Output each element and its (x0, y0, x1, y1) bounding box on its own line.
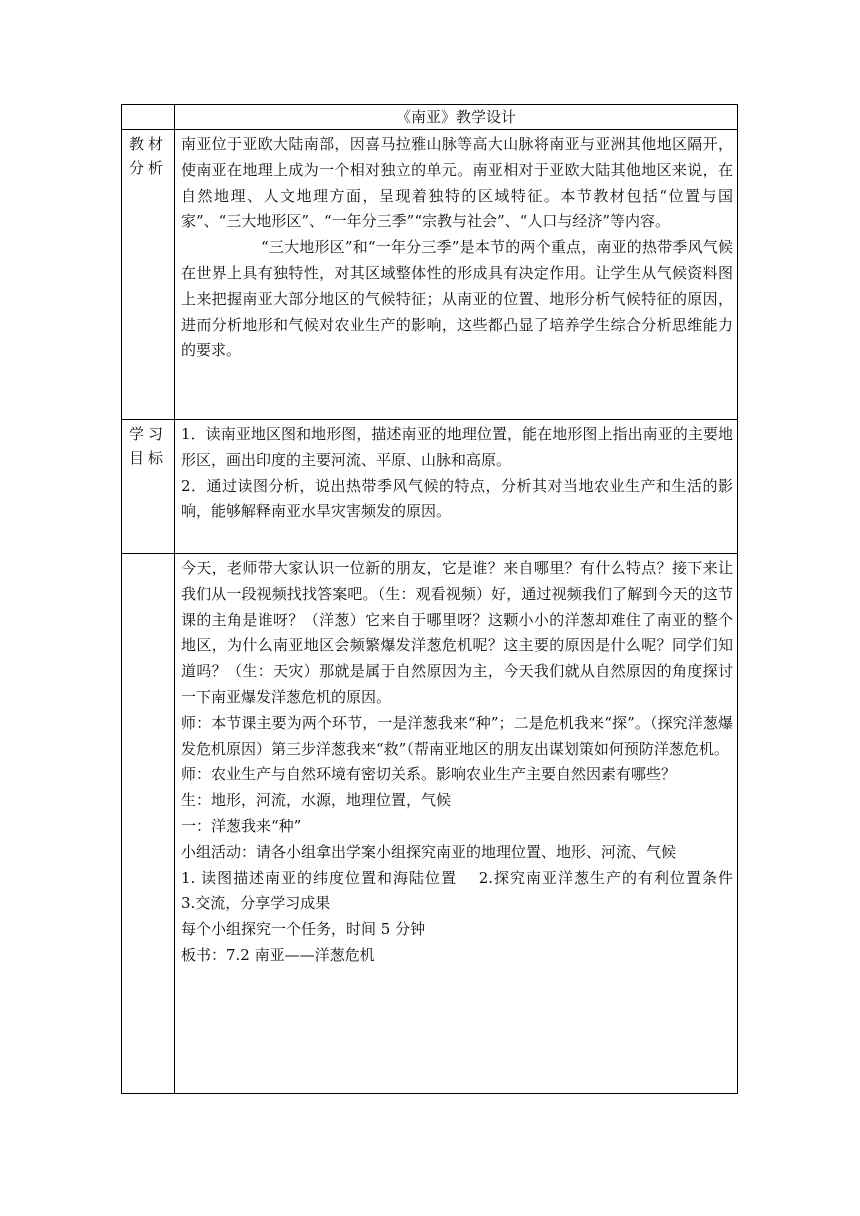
paragraph: 南亚位于亚欧大陆南部，因喜马拉雅山脉等高大山脉将南亚与亚洲其他地区隔开，使南亚在地理上成为一个相对独立的单元。南亚相对于亚欧大陆其他地区来说，在自然地理、人文地理方面，呈现着独特的区域特征。本节教材包括“位置与国家”、“三大地形区”、“一年分三季”“宗教与社会”、“人口与经济”等内容。 (181, 135, 733, 231)
paragraph: 1. 读图描述南亚的纬度位置和海陆位置 2.探究南亚洋葱生产的有利位置条件 3.交流，分享学习成果 (181, 868, 753, 913)
section-row-textbook-analysis (122, 130, 738, 420)
section-label (122, 130, 175, 420)
section-content (175, 130, 738, 420)
paragraph: 板书：7.2 南亚——洋葱危机 (181, 945, 375, 964)
paragraph: 小组活动：请各小组拿出学案小组探究南亚的地理位置、地形、河流、气候 (181, 842, 677, 861)
section-label-line: 学习 (128, 425, 167, 443)
paragraph: 一：洋葱我来“种” (181, 816, 302, 835)
paragraph: “三大地形区”和“一年分三季”是本节的两个重点，南亚的热带季风气候在世界上具有独特性，对其区域整体性的形成具有决定作用。让学生从气候资料图上来把握南亚大部分地区的气候特征；从南亚的位置、地形分析气候特征的原因，进而分析地形和气候对农业生产的影响，这些都凸显了培养学生综合分析思维能力的要求。 (181, 238, 733, 360)
paragraph: 今天，老师带大家认识一位新的朋友，它是谁？来自哪里？有什么特点？接下来让我们从一段视频找找答案吧。（生：观看视频）好，通过视频我们了解到今天的这节课的主角是谁呀？（洋葱）它来自于哪里呀？这颗小小的洋葱却难住了南亚的整个地区，为什么南亚地区会频繁爆发洋葱危机呢？这主要的原因是什么呢？同学们知道吗？（生：天灾）那就是属于自然原因为主，今天我们就从自然原因的角度探讨一下南亚爆发洋葱危机的原因。 (181, 559, 733, 706)
section-label-line: 教材 (128, 135, 167, 153)
section-content (175, 420, 738, 554)
paragraph: 生：地形，河流，水源，地理位置，气候 (181, 791, 452, 810)
section-label-line: 分析 (128, 159, 167, 177)
paragraph: 师：本节课主要为两个环节，一是洋葱我来“种”；二是危机我来“探”。（探究洋葱爆发危机原因）第三步洋葱我来“救”（帮南亚地区的朋友出谋划策如何预防洋葱危机。 (181, 713, 733, 758)
title-row (122, 105, 738, 130)
section-label (122, 420, 175, 554)
paragraph: 1．读南亚地区图和地形图，描述南亚的地理位置，能在地形图上指出南亚的主要地形区，画出印度的主要河流、平原、山脉和高原。 (181, 425, 733, 469)
section-row-learning-goals (122, 420, 738, 554)
paragraph: 2．通过读图分析，说出热带季风气候的特点，分析其对当地农业生产和生活的影响，能够解释南亚水旱灾害频发的原因。 (181, 476, 733, 521)
section-content (175, 554, 753, 1094)
document-title: 《南亚》教学设计 (175, 105, 738, 130)
lesson-plan-table (121, 104, 753, 1094)
paragraph: 师：农业生产与自然环境有密切关系。影响农业生产主要自然因素有哪些？ (181, 765, 677, 784)
section-label-line: 目标 (128, 449, 167, 467)
paragraph: 每个小组探究一个任务，时间 5 分钟 (181, 920, 426, 939)
title-label-cell (122, 105, 175, 130)
section-row-teaching-process (122, 554, 738, 1094)
section-label (122, 554, 175, 1094)
